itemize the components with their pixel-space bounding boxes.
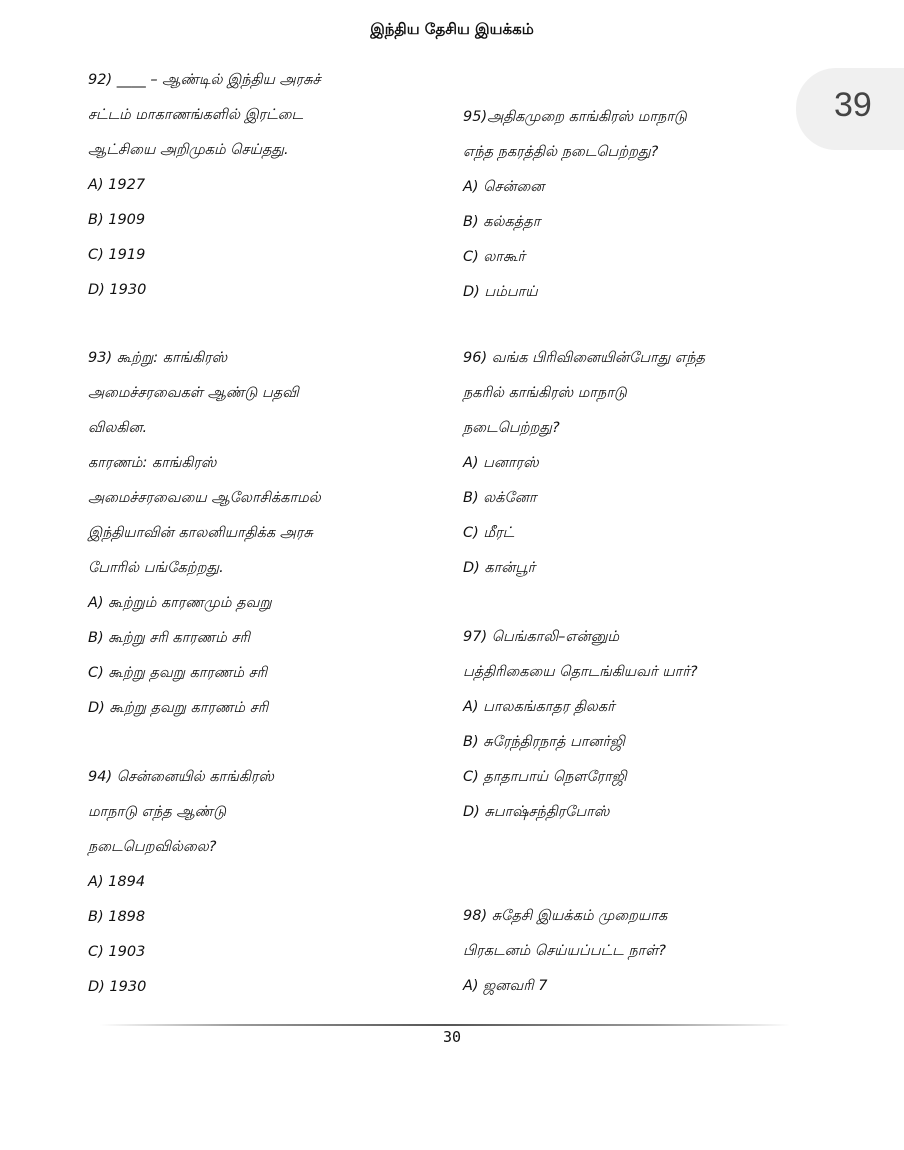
question-line: B) கூற்று சரி காரணம் சரி	[88, 630, 250, 646]
question-93	[88, 341, 448, 726]
question-line: பிரகடனம் செய்யப்பட்ட நாள்?	[463, 943, 666, 959]
question-line: A) பனாரஸ்	[463, 455, 539, 471]
question-line: காரணம்: காங்கிரஸ்	[88, 455, 217, 471]
question-line: A) சென்னை	[463, 179, 545, 195]
question-97	[463, 620, 823, 830]
question-line: A) ஜனவரி 7	[463, 978, 548, 994]
question-line: போரில் பங்கேற்றது.	[88, 560, 224, 576]
question-line: C) 1903	[88, 944, 146, 960]
question-line: D) பம்பாய்	[463, 284, 538, 300]
page-number: 30	[442, 1028, 462, 1046]
question-line: அமைச்சரவைகள் ஆண்டு பதவி	[88, 385, 299, 401]
question-line: நடைபெறவில்லை?	[88, 839, 217, 855]
question-92	[88, 63, 448, 308]
question-line: B) கல்கத்தா	[463, 214, 541, 230]
question-text-line: 93) கூற்று: காங்கிரஸ்	[88, 350, 228, 366]
question-line: D) சுபாஷ்சந்திரபோஸ்	[463, 804, 610, 820]
question-line: D) 1930	[88, 282, 147, 298]
question-text-line: 98) சுதேசி இயக்கம் முறையாக	[463, 908, 668, 924]
footer-divider	[100, 1024, 790, 1026]
question-line: D) கூற்று தவறு காரணம் சரி	[88, 700, 269, 716]
question-line: D) 1930	[88, 979, 147, 995]
question-line: B) 1909	[88, 212, 146, 228]
question-line: மாநாடு எந்த ஆண்டு	[88, 804, 227, 820]
question-line: A) கூற்றும் காரணமும் தவறு	[88, 595, 272, 611]
question-line: C) 1919	[88, 247, 146, 263]
question-line: C) கூற்று தவறு காரணம் சரி	[88, 665, 268, 681]
question-line: B) 1898	[88, 909, 146, 925]
question-line: பத்திரிகையை தொடங்கியவர் யார்?	[463, 664, 698, 680]
question-line: நகரில் காங்கிரஸ் மாநாடு	[463, 385, 627, 401]
question-line: A) 1894	[88, 874, 146, 890]
question-line: D) கான்பூர்	[463, 560, 536, 576]
question-text-line: 94) சென்னையில் காங்கிரஸ்	[88, 769, 274, 785]
question-line: எந்த நகரத்தில் நடைபெற்றது?	[463, 144, 659, 160]
question-text-line: 95)அதிகமுறை காங்கிரஸ் மாநாடு	[463, 109, 687, 125]
question-line: C) மீரட்	[463, 525, 515, 541]
question-line: சட்டம் மாகாணங்களில் இரட்டை	[88, 107, 303, 123]
question-line: இந்தியாவின் காலனியாதிக்க அரசு	[88, 525, 313, 541]
question-text-line: 96) வங்க பிரிவினையின்போது எந்த	[463, 350, 705, 366]
chapter-title: இந்திய தேசிய இயக்கம்	[370, 20, 534, 38]
question-line: C) தாதாபாய் நௌரோஜி	[463, 769, 627, 785]
question-96	[463, 341, 823, 586]
question-94	[88, 760, 448, 1005]
question-98	[463, 899, 823, 1004]
question-text-line: 92) ____ – ஆண்டில் இந்திய அரசுச்	[88, 72, 321, 88]
question-line: நடைபெற்றது?	[463, 420, 560, 436]
question-line: A) பாலகங்காதர திலகர்	[463, 699, 615, 715]
question-line: ஆட்சியை அறிமுகம் செய்தது.	[88, 142, 289, 158]
question-line: B) லக்னோ	[463, 490, 537, 506]
question-95	[463, 100, 823, 310]
question-line: விலகின.	[88, 420, 148, 436]
question-line: A) 1927	[88, 177, 146, 193]
page-badge-number: 39	[834, 86, 872, 124]
question-text-line: 97) பெங்காலி–என்னும்	[463, 629, 620, 645]
question-line: C) லாகூர்	[463, 249, 526, 265]
question-line: B) சுரேந்திரநாத் பானர்ஜி	[463, 734, 625, 750]
question-line: அமைச்சரவையை ஆலோசிக்காமல்	[88, 490, 321, 506]
